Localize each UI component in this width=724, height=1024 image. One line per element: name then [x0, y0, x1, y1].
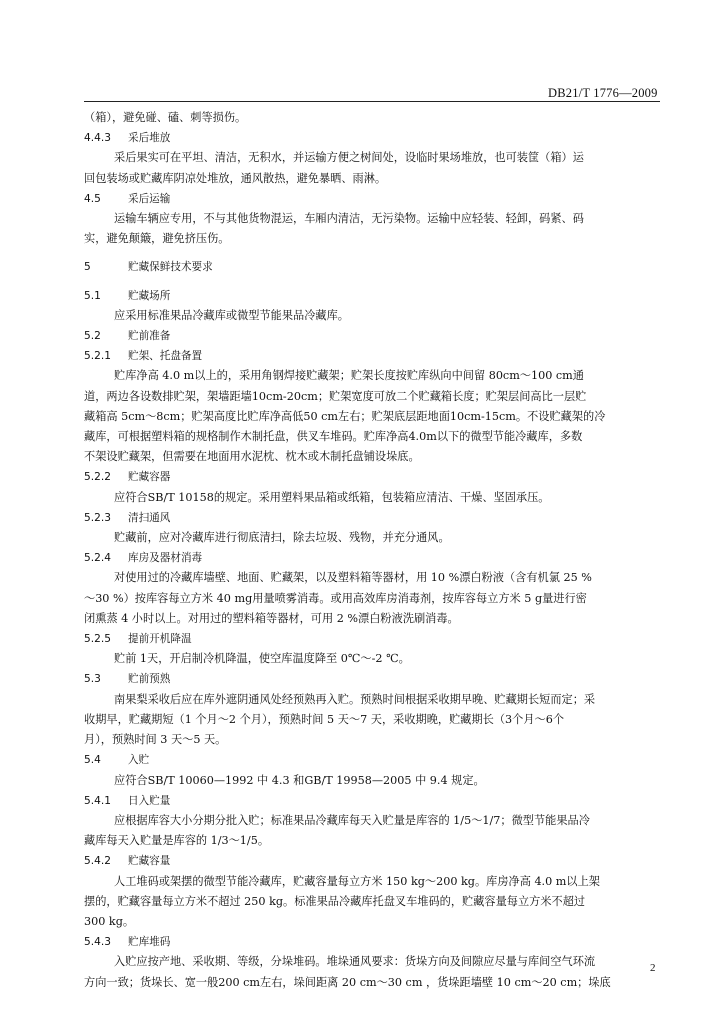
- body-text-line: 应符合SB/T 10158的规定。采用塑料果品箱或纸箱，包装箱应清洁、干燥、坚固承压。: [114, 490, 550, 504]
- section-heading: [84, 326, 658, 346]
- section-heading: [84, 189, 658, 209]
- section-heading: [84, 750, 658, 770]
- section-number: 5.2.4: [84, 552, 111, 565]
- body-text-line: 南果梨采收后应在库外遮阴通风处经预熟再入贮。预熟时间根据采收期早晚、贮藏期长短而定；采: [114, 692, 596, 706]
- body-text-line: 摆的，贮藏容量每立方米不超过 250 kg。标准果品冷藏库托盘叉车堆码的，贮藏容量每立方米不超过: [84, 894, 586, 908]
- section-heading: [84, 508, 658, 528]
- body-text-line: ～30 %）按库容每立方米 40 mg用量喷雾消毒。或用高效库房消毒剂，按库容每立方米 5 g量进行密: [84, 591, 587, 605]
- section-title: 贮架、托盘备置: [128, 350, 203, 363]
- section-heading: [84, 346, 658, 366]
- page-number: 2: [650, 962, 656, 974]
- section-title: 日入贮量: [128, 794, 171, 807]
- body-text-line: 方向一致；货垛长、宽一般200 cm左右，垛间距离 20 cm～30 cm ，货垛距墙壁 10 cm～20 cm；垛底: [84, 975, 611, 989]
- body-text-line: 应根据库容大小分期分批入贮；标准果品冷藏库每天入贮量是库容的 1/5～1/7；微型节能果品冷: [114, 813, 590, 827]
- section-number: 5.2.5: [84, 633, 111, 646]
- section-title: 采后运输: [128, 192, 171, 205]
- body-text-line: 回包装场或贮藏库阴凉处堆放，通风散热，避免暴晒、雨淋。: [84, 171, 387, 185]
- section-title: 贮藏场所: [128, 289, 171, 302]
- section-number: 4.5: [84, 192, 101, 205]
- body-text-line: 对使用过的冷藏库墙壁、地面、贮藏架，以及塑料箱等器材，用 10 %漂白粉液（含有机氯 25 %: [114, 571, 592, 585]
- section-heading: [84, 467, 658, 487]
- section-heading: [84, 791, 658, 811]
- section-number: 5: [84, 261, 91, 274]
- section-heading: [84, 629, 658, 649]
- body-text-line: 藏箱高 5cm～8cm；贮架高度比贮库净高低50 cm左右；贮架底层距地面10cm-15cm。不设贮藏架的冷: [84, 409, 606, 423]
- section-number: 5.1: [84, 289, 101, 302]
- section-number: 5.2: [84, 330, 101, 343]
- section-title: 库房及器材消毒: [128, 552, 203, 565]
- section-title: 贮前准备: [128, 330, 171, 343]
- section-title: 清扫通风: [128, 511, 171, 524]
- document-code-header: DB21/T 1776—2009: [548, 86, 658, 100]
- body-text-line: 月），预熟时间 3 天～5 天。: [84, 733, 227, 747]
- body-text-line: 应采用标准果品冷藏库或微型节能果品冷藏库。: [114, 308, 349, 322]
- section-heading: [84, 669, 658, 689]
- section-heading: [84, 128, 658, 148]
- body-text-line: 不架设贮藏架，但需要在地面用水泥枕、枕木或木制托盘铺设垛底。: [84, 450, 420, 464]
- body-text-line: 300 kg。: [84, 914, 135, 928]
- section-title: 贮库堆码: [128, 936, 171, 949]
- body-text-line: （箱），避免碰、磕、刺等损伤。: [84, 111, 247, 124]
- body-text-line: 运输车辆应专用，不与其他货物混运，车厢内清洁，无污染物。运输中应轻装、轻卸，码紧、码: [114, 212, 584, 226]
- body-text-line: 应符合SB/T 10060—1992 中 4.3 和GB/T 19958—2005 中 9.4 规定。: [114, 773, 485, 787]
- section-number: 4.4.3: [84, 132, 111, 145]
- body-text-line: 实，避免颠簸，避免挤压伤。: [84, 232, 230, 246]
- section-title: 入贮: [128, 754, 150, 767]
- body-text-line: 入贮应按产地、采收期、等级，分垛堆码。堆垛通风要求：货垛方向及间隙应尽量与库间空气环流: [114, 955, 596, 969]
- document-body: [84, 108, 658, 993]
- header-rule: [84, 101, 660, 102]
- section-heading: [84, 851, 658, 871]
- section-title: 贮藏容器: [128, 471, 171, 484]
- body-text-line: 贮库净高 4.0 m以上的，采用角钢焊接贮藏架；贮架长度按贮库纵向中间留 80cm～100 cm通: [114, 369, 584, 383]
- section-title: 提前开机降温: [128, 633, 192, 646]
- chapter-heading: [84, 257, 658, 277]
- section-title: 贮藏保鲜技术要求: [128, 261, 213, 274]
- section-title: 贮藏容量: [128, 855, 171, 868]
- section-number: 5.4.3: [84, 936, 111, 949]
- body-text-line: 道，两边各设数排贮架，架墙距墙10cm-20cm；贮架宽度可放二个贮藏箱长度；贮架层间高比一层贮: [84, 389, 587, 403]
- section-heading: [84, 548, 658, 568]
- section-title: 采后堆放: [128, 132, 171, 145]
- body-text-line: 藏库，可根据塑料箱的规格制作木制托盘，供叉车堆码。贮库净高4.0m以下的微型节能冷藏库，多数: [84, 430, 583, 444]
- section-number: 5.2.2: [84, 471, 111, 484]
- section-heading: [84, 932, 658, 952]
- body-text-line: 人工堆码或架摆的微型节能冷藏库，贮藏容量每立方米 150 kg～200 kg。库房净高 4.0 m以上架: [114, 874, 600, 888]
- body-text-line: 贮藏前，应对冷藏库进行彻底清扫，除去垃圾、残物，并充分通风。: [114, 531, 450, 545]
- section-number: 5.4: [84, 754, 101, 767]
- section-title: 贮前预熟: [128, 673, 171, 686]
- section-number: 5.2.3: [84, 511, 111, 524]
- body-text-line: 藏库每天入贮量是库容的 1/3～1/5。: [84, 834, 270, 848]
- section-number: 5.3: [84, 673, 101, 686]
- body-text-line: 收期早，贮藏期短（1 个月～2 个月），预熟时间 5 天～7 天，采收期晚，贮藏期长（3个月～6个: [84, 712, 565, 726]
- section-heading: [84, 286, 658, 306]
- body-text-line: 闭熏蒸 4 小时以上。对用过的塑料箱等器材，可用 2 %漂白粉液洗刷消毒。: [84, 611, 459, 625]
- section-number: 5.4.2: [84, 855, 111, 868]
- section-number: 5.2.1: [84, 350, 111, 363]
- section-number: 5.4.1: [84, 794, 111, 807]
- body-text-line: 采后果实可在平坦、清洁，无积水，并运输方便之树间处，设临时果场堆放，也可装筐（箱）运: [114, 151, 584, 165]
- body-text-line: 贮前 1天，开启制冷机降温，使空库温度降至 0℃～-2 ℃。: [114, 652, 410, 666]
